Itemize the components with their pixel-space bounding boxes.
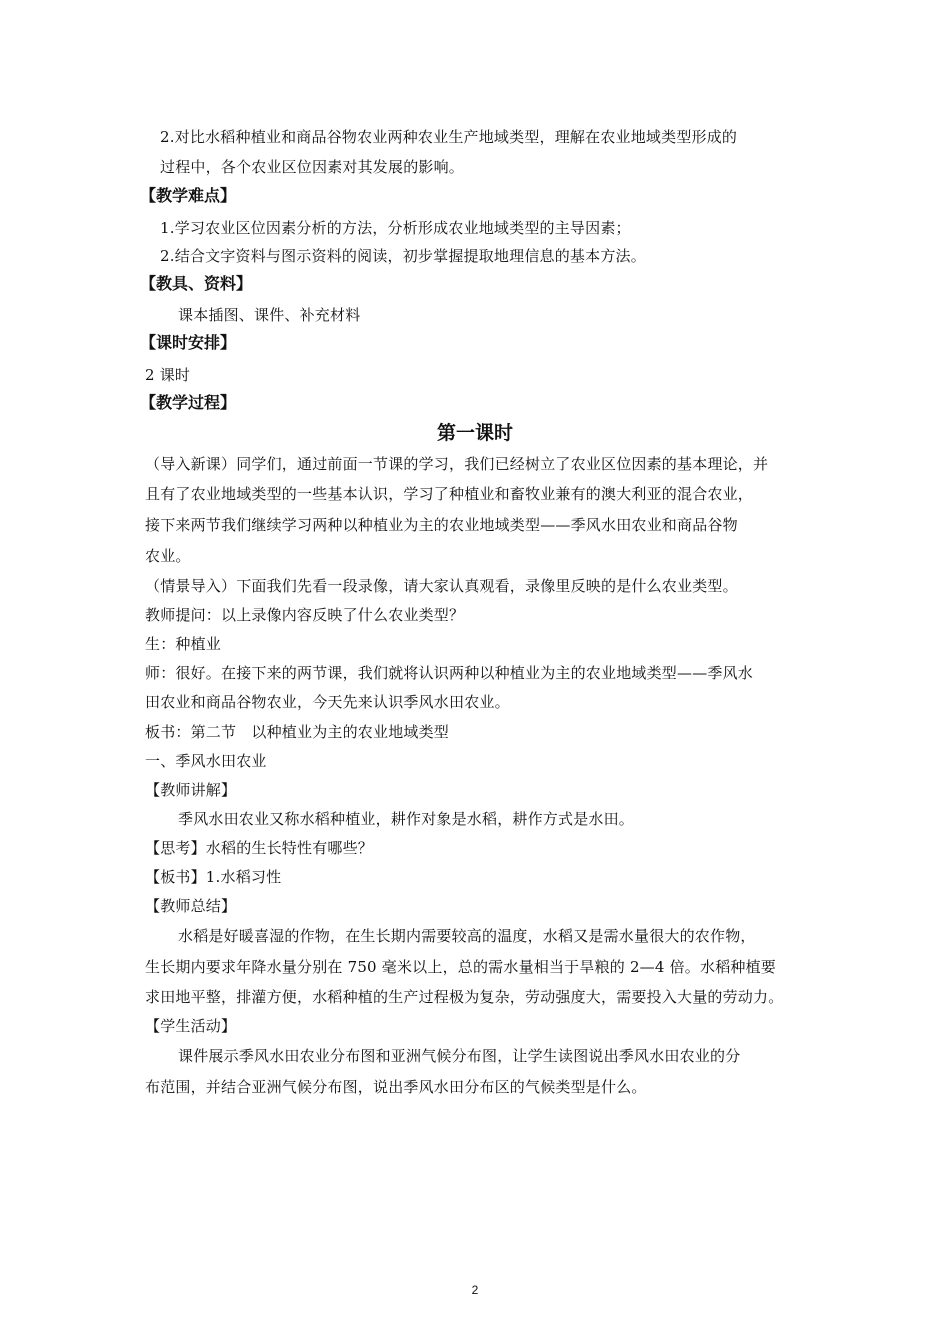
explain-text: 季风水田农业又称水稻种植业，耕作对象是水稻，耕作方式是水田。: [178, 810, 635, 828]
explain-label: 【教师讲解】: [145, 781, 237, 799]
difficulty-heading: 【教学难点】: [140, 186, 237, 205]
teacher-question: 教师提问：以上录像内容反映了什么农业类型？: [145, 606, 465, 624]
intro-line-3: 接下来两节我们继续学习两种以种植业为主的农业地域类型——季风水田农业和商品谷物: [145, 516, 738, 534]
intro-line-4: 农业。: [145, 547, 191, 565]
tools-heading: 【教具、资料】: [140, 274, 253, 293]
difficulty-item-2: 2.结合文字资料与图示资料的阅读，初步掌握提取地理信息的基本方法。: [160, 247, 646, 265]
summary-line-1: 水稻是好暖喜湿的作物，在生长期内需要较高的温度，水稻又是需水量很大的农作物，: [178, 927, 756, 945]
scene-intro: （情景导入）下面我们先看一段录像，请大家认真观看，录像里反映的是什么农业类型。: [145, 577, 738, 595]
board-note: 板书：第二节 以种植业为主的农业地域类型: [145, 723, 450, 741]
teacher-reply-line-2: 田农业和商品谷物农业，今天先来认识季风水田农业。: [145, 693, 510, 711]
page-number: 2: [471, 1283, 479, 1297]
think-question: 【思考】水稻的生长特性有哪些？: [145, 839, 374, 857]
goal-2-line-2: 过程中，各个农业区位因素对其发展的影响。: [160, 158, 465, 176]
schedule-heading: 【课时安排】: [140, 333, 237, 352]
tools-text: 课本插图、课件、补充材料: [178, 306, 361, 324]
process-heading: 【教学过程】: [140, 393, 237, 412]
activity-line-2: 布范围，并结合亚洲气候分布图，说出季风水田分布区的气候类型是什么。: [145, 1078, 647, 1096]
teacher-reply-line-1: 师：很好。在接下来的两节课，我们就将认识两种以种植业为主的农业地域类型——季风水: [145, 664, 754, 682]
summary-label: 【教师总结】: [145, 897, 237, 915]
intro-line-1: （导入新课）同学们，通过前面一节课的学习，我们已经树立了农业区位因素的基本理论，并: [145, 455, 769, 473]
student-answer: 生：种植业: [145, 635, 222, 653]
intro-line-2: 且有了农业地域类型的一些基本认识，学习了种植业和畜牧业兼有的澳大利亚的混合农业，: [145, 485, 754, 503]
schedule-text: 2 课时: [145, 366, 191, 384]
summary-line-3: 求田地平整，排灌方便，水稻种植的生产过程极为复杂，劳动强度大，需要投入大量的劳动力。: [145, 988, 784, 1006]
board-note-2: 【板书】1.水稻习性: [145, 868, 282, 886]
summary-line-2: 生长期内要求年降水量分别在 750 毫米以上，总的需水量相当于旱粮的 2—4 倍。水稻种植要: [145, 958, 776, 976]
section-heading: 一、季风水田农业: [145, 752, 267, 770]
activity-label: 【学生活动】: [145, 1017, 237, 1035]
difficulty-item-1: 1.学习农业区位因素分析的方法，分析形成农业地域类型的主导因素；: [160, 219, 631, 237]
lesson-title: 第一课时: [436, 422, 513, 444]
goal-2-line-1: 2.对比水稻种植业和商品谷物农业两种农业生产地域类型，理解在农业地域类型形成的: [160, 128, 738, 146]
activity-line-1: 课件展示季风水田农业分布图和亚洲气候分布图，让学生读图说出季风水田农业的分: [178, 1047, 741, 1065]
